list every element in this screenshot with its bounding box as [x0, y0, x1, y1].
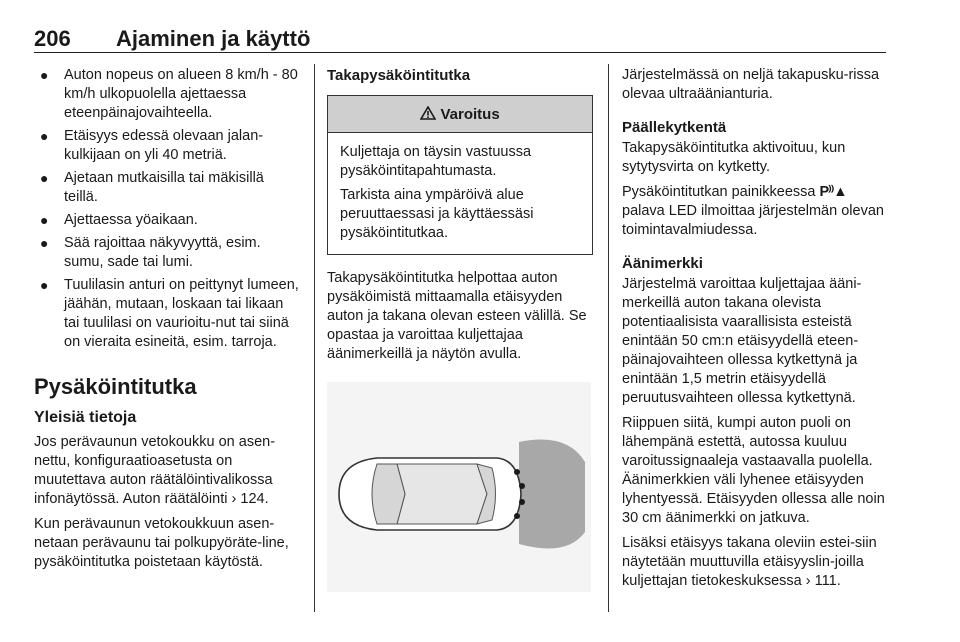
page-reference[interactable]: 111. [814, 573, 841, 589]
section-heading: Takapysäköintitutka [327, 67, 471, 84]
section-title: Pysäköintitutka [34, 374, 197, 399]
car-sensor-illustration [327, 382, 591, 592]
column-2 [327, 66, 593, 592]
warning-box [327, 95, 593, 255]
sensor-dot [514, 513, 520, 519]
sensor-zone [519, 440, 585, 549]
list-item: ● Auton nopeus on alueen 8 km/h - 80 km/h ulkopuolella ajettaessa eteenpäinajovaihteella. [40, 67, 298, 121]
column-divider-2 [608, 64, 609, 612]
sensor-dot [519, 499, 525, 505]
paragraph: Kun perävaunun vetokoukkuun asen-netaan perävaunu tai polkupyöräte-line, pysäköintitutka poistetaan käytöstä. [34, 516, 289, 570]
paragraph: Järjestelmässä on neljä takapusku-rissa olevaa ultraäänianturia. [622, 67, 880, 102]
paragraph: Pysäköintitutkan painikkeessa P⁾⁾▲ palava LED ilmoittaa järjestelmän olevan toimintavalmiudessa. [622, 184, 884, 238]
column-divider-1 [314, 64, 315, 612]
warning-title: Varoitus [440, 106, 500, 123]
column-3 [622, 66, 888, 597]
column-1 [34, 66, 300, 578]
paragraph: Järjestelmä varoittaa kuljettajaa ääni-merkeillä auton takana olevista potentiaalisista vaarallisista esteistä enintään 50 cm:n etäisyydellä eteen-päinajovaihteen ollessa kytkettynä ja enintään 1,5 metrin etäisyydellä peruutusvaihteen ollessa kytkettynä. [622, 276, 862, 406]
bullet-icon: ● [40, 170, 49, 186]
warning-triangle-icon [420, 106, 436, 120]
paragraph: Takapysäköintitutka aktivoituu, kun sytytysvirta on kytketty. [622, 140, 846, 175]
list-item: ● Tuulilasin anturi on peittynyt lumeen, jäähän, mutaan, loskaan tai likaan tai tuulilasi on vaurioitu-nut tai siinä on vieraita esineitä, esim. tarroja. [40, 277, 299, 350]
page-reference-arrow-icon: › [805, 573, 811, 589]
page-reference[interactable]: 124. [240, 491, 269, 507]
warning-text: Kuljettaja on täysin vastuussa pysäköintitapahtumasta. [340, 144, 532, 179]
list-item: ● Etäisyys edessä olevaan jalan-kulkijaan on yli 40 metriä. [40, 128, 264, 163]
warning-text: Tarkista aina ympäröivä alue peruuttaessasi ja käyttäessäsi pysäköintitutkaa. [340, 187, 534, 241]
list-item: ● Sää rajoittaa näkyvyyttä, esim. sumu, sade tai lumi. [40, 235, 261, 270]
subsection-title: Yleisiä tietoja [34, 409, 137, 426]
car-roof [397, 464, 487, 524]
list-item: ● Ajettaessa yöaikaan. [40, 212, 198, 228]
paragraph: Lisäksi etäisyys takana oleviin estei-siin näytetään muuttuvilla etäisyyslin-joilla kuljettajan tietokeskuksessa › 111. [622, 535, 877, 589]
paragraph: Takapysäköintitutka helpottaa auton pysäköimistä mittaamalla etäisyyden auton ja takana olevan esteen välillä. Se opastaa ja varoittaa kuljettajaa äänimerkeillä ja näytön avulla. [327, 270, 587, 362]
parking-assist-icon: P⁾⁾▲ [819, 184, 847, 200]
warning-header [328, 96, 592, 133]
sensor-dot [514, 469, 520, 475]
warning-body [328, 133, 592, 254]
list-item: ● Ajetaan mutkaisilla tai mäkisillä teillä. [40, 170, 264, 205]
condition-list [34, 66, 300, 352]
bullet-icon: ● [40, 277, 49, 293]
bullet-icon: ● [40, 67, 49, 83]
subheading-activation: Päällekytkentä [622, 119, 727, 136]
bullet-icon: ● [40, 235, 49, 251]
sensor-dot [519, 483, 525, 489]
rear-parking-figure [327, 382, 591, 592]
bullet-icon: ● [40, 128, 49, 144]
bullet-icon: ● [40, 212, 49, 228]
paragraph: Jos perävaunun vetokoukku on asen-nettu, konfiguraatioasetusta on muutettava auton räätälöintivalikossa infonäytössä. Auton räätälöinti › 124. [34, 434, 276, 507]
paragraph: Riippuen siitä, kumpi auton puoli on lähempänä estettä, autossa kuuluu varoitussignaaleja vastaavalla puolella. Äänimerkkien väli lyhenee etäisyyden lyhentyessä. Etäisyyden ollessa alle noin 30 cm äänimerkki on jatkuva. [622, 415, 885, 526]
page-number: 206 [34, 26, 71, 51]
subheading-sound: Äänimerkki [622, 255, 703, 272]
page-reference-arrow-icon: › [231, 491, 237, 507]
page-header [34, 26, 886, 53]
chapter-title: Ajaminen ja käyttö [116, 26, 311, 51]
